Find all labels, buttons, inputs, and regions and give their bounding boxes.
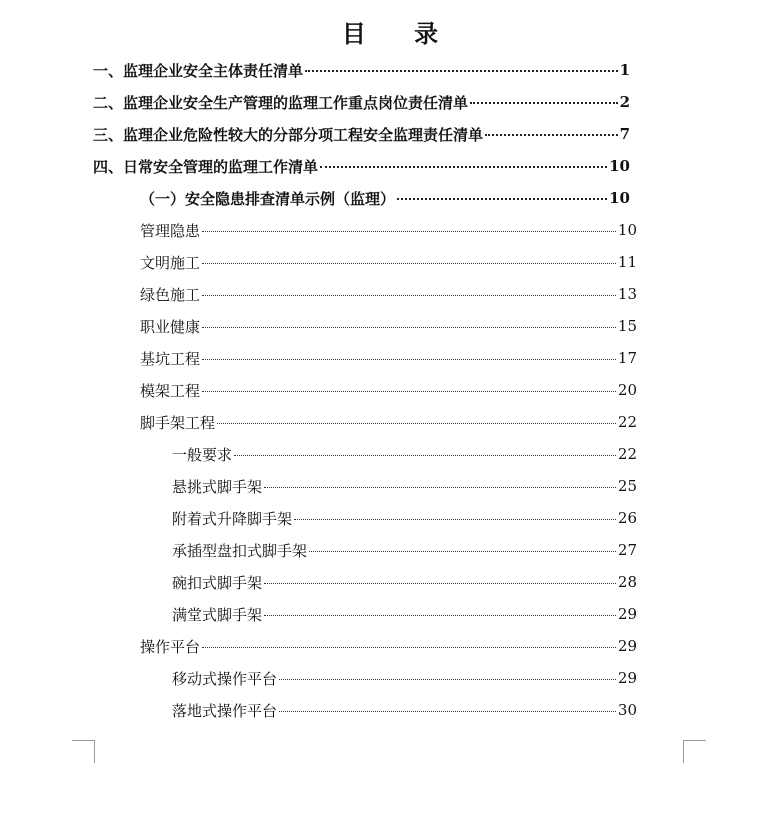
toc-entry[interactable]: [0, 438, 780, 470]
toc-entry-label: 一、监理企业安全主体责任清单: [93, 61, 304, 80]
toc-entry[interactable]: [0, 86, 780, 118]
toc-entry[interactable]: [0, 694, 780, 726]
toc-entry-label: 四、日常安全管理的监理工作清单: [93, 157, 319, 176]
toc-entry[interactable]: [0, 214, 780, 246]
dot-leader: [202, 295, 616, 296]
toc-entry-page: 26: [617, 509, 637, 527]
toc-entry-page: 17: [617, 349, 637, 367]
toc-entry[interactable]: [0, 246, 780, 278]
toc-entry[interactable]: [0, 182, 780, 214]
toc-entry-page: 22: [617, 413, 637, 431]
toc-entry[interactable]: [0, 598, 780, 630]
toc-entry-label: 三、监理企业危险性较大的分部分项工程安全监理责任清单: [93, 125, 484, 144]
dot-leader: [202, 263, 616, 264]
toc-entry-label: 基坑工程: [140, 349, 201, 368]
toc-entry-page: 15: [617, 317, 637, 335]
dot-leader: [202, 647, 616, 648]
toc-entry[interactable]: [0, 662, 780, 694]
toc-entry-page: 2: [619, 93, 630, 111]
toc-entry[interactable]: [0, 374, 780, 406]
dot-leader: [264, 615, 616, 616]
dot-leader: [202, 359, 616, 360]
toc-entry[interactable]: [0, 630, 780, 662]
toc-entry-page: 25: [617, 477, 637, 495]
toc-entry-label: 落地式操作平台: [172, 701, 278, 720]
toc-entry-page: 10: [609, 157, 630, 175]
toc-entry-label: 移动式操作平台: [172, 669, 278, 688]
toc-entry-label: （一）安全隐患排查清单示例（监理）: [140, 189, 396, 208]
toc-entry-label: 脚手架工程: [140, 413, 216, 432]
toc-entry[interactable]: [0, 406, 780, 438]
toc-entry-page: 29: [617, 605, 637, 623]
toc-entry-label: 管理隐患: [140, 221, 201, 240]
toc-entry[interactable]: [0, 534, 780, 566]
dot-leader: [305, 70, 618, 72]
toc-entry-label: 一般要求: [172, 445, 233, 464]
toc-entry[interactable]: [0, 566, 780, 598]
dot-leader: [485, 134, 618, 136]
toc-entry-label: 绿色施工: [140, 285, 201, 304]
dot-leader: [264, 583, 616, 584]
toc-entry-page: 7: [619, 125, 630, 143]
toc-entry[interactable]: [0, 310, 780, 342]
toc-entry[interactable]: [0, 54, 780, 86]
toc-entry[interactable]: [0, 342, 780, 374]
toc-entry-page: 28: [617, 573, 637, 591]
toc-entry-label: 职业健康: [140, 317, 201, 336]
toc-entry[interactable]: [0, 502, 780, 534]
dot-leader: [202, 391, 616, 392]
toc-entry-page: 11: [617, 253, 637, 271]
toc-entry-page: 13: [617, 285, 637, 303]
toc-entry-label: 二、监理企业安全生产管理的监理工作重点岗位责任清单: [93, 93, 469, 112]
margin-corner-mark-left: [72, 740, 95, 763]
dot-leader: [264, 487, 616, 488]
toc-entry[interactable]: [0, 278, 780, 310]
toc-entry[interactable]: [0, 118, 780, 150]
toc-entry-label: 操作平台: [140, 637, 201, 656]
toc-entry-label: 模架工程: [140, 381, 201, 400]
toc-entry-label: 附着式升降脚手架: [172, 509, 293, 528]
toc-entry[interactable]: [0, 470, 780, 502]
toc-entry-page: 22: [617, 445, 637, 463]
dot-leader: [397, 198, 607, 200]
toc-entry-label: 承插型盘扣式脚手架: [172, 541, 308, 560]
dot-leader: [320, 166, 607, 168]
dot-leader: [217, 423, 616, 424]
toc-entry-page: 30: [617, 701, 637, 719]
toc-entry-page: 29: [617, 637, 637, 655]
toc-entry-page: 27: [617, 541, 637, 559]
toc-entry-label: 碗扣式脚手架: [172, 573, 263, 592]
toc-entry[interactable]: [0, 150, 780, 182]
toc-title: 目 录: [341, 19, 459, 48]
dot-leader: [309, 551, 616, 552]
dot-leader: [279, 711, 616, 712]
dot-leader: [279, 679, 616, 680]
toc-entry-page: 20: [617, 381, 637, 399]
toc-entry-page: 1: [619, 61, 630, 79]
dot-leader: [294, 519, 616, 520]
toc-entry-label: 文明施工: [140, 253, 201, 272]
dot-leader: [234, 455, 616, 456]
dot-leader: [202, 327, 616, 328]
toc-entry-page: 10: [617, 221, 637, 239]
dot-leader: [202, 231, 616, 232]
toc-list: [0, 54, 780, 726]
toc-entry-label: 满堂式脚手架: [172, 605, 263, 624]
toc-entry-page: 29: [617, 669, 637, 687]
margin-corner-mark-right: [683, 740, 706, 763]
toc-entry-label: 悬挑式脚手架: [172, 477, 263, 496]
dot-leader: [470, 102, 618, 104]
toc-entry-page: 10: [609, 189, 630, 207]
